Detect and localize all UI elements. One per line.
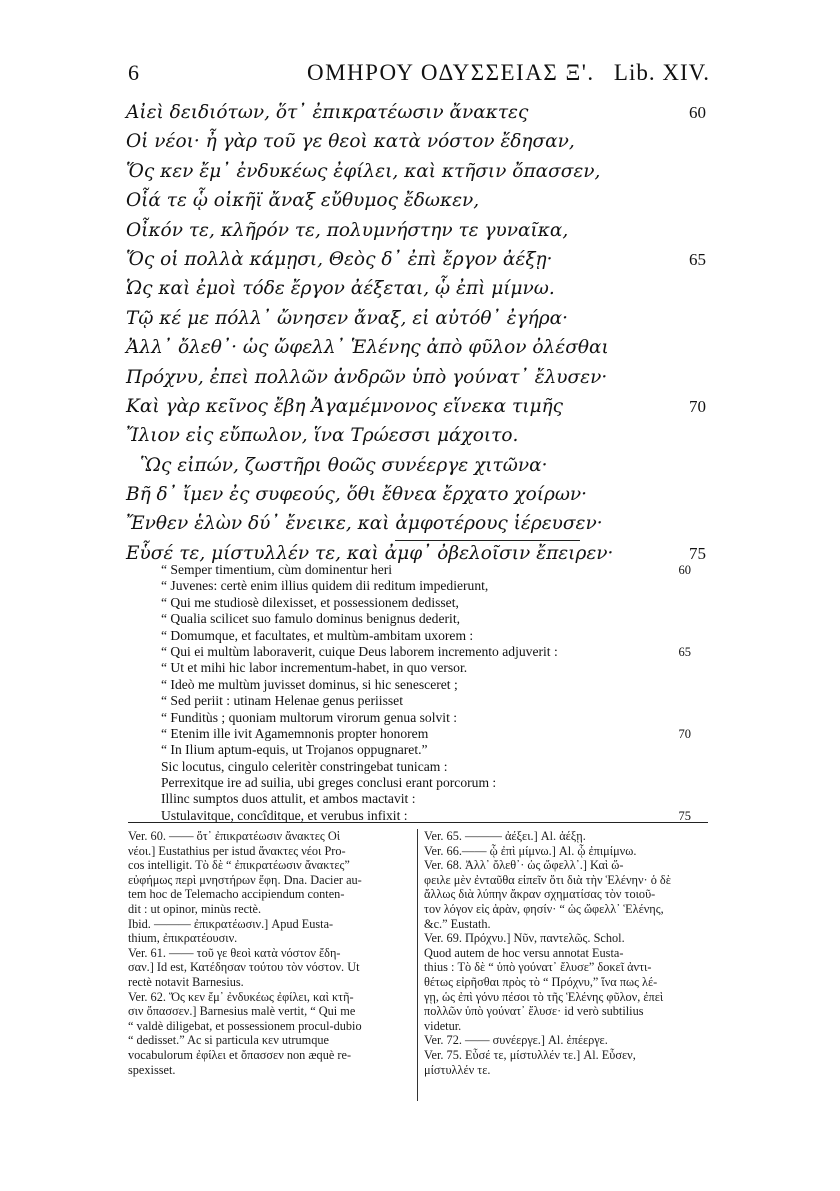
line-number: 60: [678, 563, 691, 577]
footnote-line: γῃ, ὡς ἐπὶ γόνυ πέσοι τὸ τῆς Ἑλένης φῦλον, ἐπεὶ: [424, 989, 664, 1004]
footnote-line: dit : ut opinor, minùs rectè.: [128, 901, 262, 916]
footnote-line: Ver. 68. Ἀλλ᾽ ὄλεθ᾽· ὡς ὤφελλ᾽.] Καὶ ὤ-: [424, 858, 624, 873]
greek-verse-line: [126, 127, 710, 156]
line-number: 65: [678, 644, 691, 659]
footnote-line: νέοι.] Eustathius per istud ἄνακτες νέοι Pro-: [128, 843, 346, 858]
line-number: 60: [689, 103, 706, 122]
footnote-line: spexisset.: [128, 1062, 176, 1077]
greek-verse-text: Εὗσέ τε, μίστυλλέν τε, καὶ ἀμφ᾽ ὀβελοῖσιν ἔπειρεν·: [126, 542, 614, 564]
footnote-line: cos intelligit. Τὸ δὲ “ ἐπικρατέωσιν ἄνακτες”: [128, 858, 350, 873]
footnote-line: Ver. 60. —— ὅτ᾽ ἐπικρατέωσιν ἄνακτες Οἱ: [128, 829, 341, 843]
latin-verse-text: “ Juvenes: certè enim illius quidem dii reditum impedierunt,: [161, 578, 489, 594]
footnote-line: &c.” Eustath.: [424, 916, 491, 931]
footnote: [128, 917, 413, 946]
latin-verse-line: [161, 710, 691, 726]
footnote-line: ἄλλως διὰ λύπην ἄκραν σχηματίσας τὸν τοιοῦ-: [424, 887, 656, 902]
footnote-line: μίστυλλέν τε.: [424, 1062, 491, 1077]
footnote-line: θέτως εἰρῆσθαι πρὸς τὸ “ Πρόχνυ,” ἵνα πως λέ-: [424, 974, 658, 989]
greek-verse-line: [126, 157, 710, 186]
footnotes-right-column: [424, 829, 709, 1077]
latin-verse-line: [161, 677, 691, 693]
latin-verse-line: [161, 611, 691, 627]
greek-verse-line: [126, 509, 710, 538]
greek-verse-block: [126, 98, 710, 568]
greek-verse-text: Ὣς εἰπών, ζωστῆρι θοῶς συνέεργε χιτῶνα·: [140, 454, 548, 476]
footnote: [128, 946, 413, 990]
latin-verse-text: “ Semper timentium, cùm dominentur heri: [161, 562, 393, 577]
greek-verse-text: Ἴλιον εἰς εὔπωλον, ἵνα Τρώεσσι μάχοιτο.: [126, 425, 519, 447]
footnote: [424, 1033, 709, 1048]
latin-verse-line: [161, 595, 691, 611]
greek-verse-line: [126, 421, 710, 450]
latin-verse-text: “ In Ilium aptum-equis, ut Trojanos oppugnaret.”: [161, 742, 428, 758]
latin-verse-text: Ustulavitque, concîditque, et verubus infixit :: [161, 807, 408, 823]
greek-verse-text: Αἰεὶ δειδιότων, ὅτ᾽ ἐπικρατέωσιν ἄνακτες: [126, 102, 529, 123]
footnote-line: σιν ὄπασσεν.] Barnesius malè vertit, “ Qui me: [128, 1004, 356, 1019]
greek-verse-line: [126, 216, 710, 245]
latin-verse-line: [161, 693, 691, 709]
latin-verse-text: “ Ut et mihi hic labor incrementum-habet, in quo versor.: [161, 660, 468, 676]
greek-verse-line: [126, 304, 710, 333]
footnote-line: πολλῶν ὑπὸ γούνατ᾽ ἔλυσε· id verò subtilius: [424, 1004, 644, 1019]
separator-rule: [395, 540, 580, 541]
footnote-line: Ibid. ——— ἐπικρατέωσιν.] Apud Eusta-: [128, 916, 334, 931]
greek-verse-text: Οἷά τε ᾧ οἰκῆϊ ἄναξ εὔθυμος ἔδωκεν,: [126, 190, 480, 212]
latin-verse-text: “ Etenim ille ivit Agamemnonis propter honorem: [161, 725, 429, 741]
latin-verse-text: “ Ideò me multùm juvisset dominus, si hic senesceret ;: [161, 676, 458, 692]
line-number: 75: [689, 543, 706, 563]
line-number: 70: [678, 726, 691, 741]
footnote-line: τον λόγον εἰς ἀρὰν, φησίν· “ ὡς ὤφελλ᾽ Ἑλένης,: [424, 901, 664, 916]
greek-verse-line: [126, 333, 710, 362]
footnote-line: vocabulorum ἐφίλει et ὄπασσεν non æquè re-: [128, 1047, 352, 1062]
latin-verse-text: “ Qui ei multùm laboraverit, cuique Deus laborem incremento adjuverit :: [161, 643, 558, 659]
footnote: [424, 858, 709, 931]
latin-verse-text: “ Domumque, et facultates, et multùm-ambitam uxorem :: [161, 627, 474, 643]
latin-verse-text: Perrexitque ire ad suilia, ubi greges conclusi erant porcorum :: [161, 775, 497, 791]
greek-verse-text: Καὶ γὰρ κεῖνος ἔβη Ἀγαμέμνονος εἵνεκα τιμῆς: [126, 395, 563, 417]
greek-verse-line: [126, 98, 710, 127]
footnote-line: φειλε μὲν ἐνταῦθα εἰπεῖν ὅτι διὰ τὴν Ἑλένην· ὁ δὲ: [424, 872, 671, 887]
footnote-line: “ dedisset.” Ac si particula κεν utrumque: [128, 1033, 329, 1048]
latin-verse-line: [161, 660, 691, 676]
footnote: [424, 829, 709, 844]
greek-verse-text: Τῷ κέ με πόλλ᾽ ὤνησεν ἄναξ, εἰ αὐτόθ᾽ ἐγήρα·: [126, 307, 568, 329]
latin-verse-line: [161, 578, 691, 594]
latin-verse-text: Illinc sumptos duos attulit, et ambos mactavit :: [161, 791, 416, 807]
footnote-line: “ valdè diligebat, et possessionem procul-dubio: [128, 1018, 362, 1033]
footnotes: [128, 829, 710, 1129]
latin-verse-line: [161, 562, 691, 578]
footnote-line: Ver. 72. —— συνέεργε.] Al. ἐπέεργε.: [424, 1033, 608, 1048]
line-number: 75: [678, 808, 691, 823]
footnote-line: σαν.] Id est, Κατέδησαν τούτου τὸν νόστον. Ut: [128, 960, 360, 975]
footnote-line: videtur.: [424, 1018, 462, 1033]
latin-verse-text: Sic locutus, cingulo celeritèr constringebat tunicam :: [161, 758, 448, 774]
latin-verse-line: [161, 742, 691, 758]
latin-verse-line: [161, 726, 691, 742]
greek-verse-text: Ἔνθεν ἑλὼν δύ᾽ ἔνεικε, καὶ ἀμφοτέρους ἱέρευσεν·: [126, 513, 603, 535]
footnote-line: Ver. 75. Εὗσέ τε, μίστυλλέν τε.] Al. Εὗσεν,: [424, 1047, 636, 1062]
latin-verse-text: “ Funditùs ; quoniam multorum virorum genua solvit :: [161, 709, 458, 725]
latin-verse-line: [161, 791, 691, 807]
greek-verse-text: Πρόχνυ, ἐπεὶ πολλῶν ἀνδρῶν ὑπὸ γούνατ᾽ ἔλυσεν·: [126, 366, 608, 388]
footnote-line: Ver. 69. Πρόχνυ.] Νῦν, παντελῶς. Schol.: [424, 931, 625, 946]
greek-verse-line: [126, 451, 710, 480]
latin-verse-text: “ Sed periit : utinam Helenae genus periisset: [161, 693, 403, 709]
greek-verse-text: Ὅς οἱ πολλὰ κάμῃσι, Θεὸς δ᾽ ἐπὶ ἔργον ἀέξῃ·: [126, 248, 553, 270]
footnote: [128, 829, 413, 917]
latin-verse-line: [161, 628, 691, 644]
greek-verse-line: [126, 274, 710, 303]
greek-verse-text: Ὡς καὶ ἐμοὶ τόδε ἔργον ἀέξεται, ᾧ ἐπὶ μίμνω.: [126, 278, 555, 300]
footnote-rule: [128, 822, 708, 823]
running-header: [122, 56, 710, 96]
greek-verse-text: Ἀλλ᾽ ὄλεθ᾽· ὡς ὤφελλ᾽ Ἑλένης ἀπὸ φῦλον ὀλέσθαι: [126, 337, 609, 359]
footnote-line: thium, ἐπικρατέουσιν.: [128, 931, 238, 946]
latin-verse-line: [161, 759, 691, 775]
line-number: 65: [689, 249, 706, 269]
footnotes-left-column: [128, 829, 413, 1077]
greek-verse-line: [126, 480, 710, 509]
greek-verse-text: Ὅς κεν ἔμ᾽ ἐνδυκέως ἐφίλει, καὶ κτῆσιν ὄπασσεν,: [126, 160, 601, 182]
footnote: [424, 1048, 709, 1077]
footnote-line: tem hoc de Telemacho accipiendum conten-: [128, 887, 345, 902]
greek-verse-text: Οἶκόν τε, κλῆρόν τε, πολυμνήστην τε γυναῖκα,: [126, 219, 569, 241]
column-divider: [417, 829, 418, 1101]
line-number: 70: [689, 396, 706, 416]
running-title: ΟΜΗΡΟΥ ΟΔΥΣΣΕΙΑΣ Ξ'.: [307, 60, 595, 85]
footnote: [424, 844, 709, 859]
latin-verse-line: [161, 644, 691, 660]
latin-verse-text: “ Qualia scilicet suo famulo dominus benignus dederit,: [161, 611, 460, 627]
greek-verse-text: Βῆ δ᾽ ἴμεν ἐς συφεούς, ὅθι ἔθνεα ἔρχατο χοίρων·: [126, 484, 588, 506]
page-number: 6: [128, 60, 139, 85]
footnote-line: Ver. 61. —— τοῦ γε θεοὶ κατὰ νόστον ἔδη-: [128, 945, 341, 960]
footnote-line: Ver. 65. ——— ἀέξει.] Al. ἀέξῃ.: [424, 829, 586, 843]
greek-verse-line: [126, 363, 710, 392]
greek-verse-line: [126, 186, 710, 215]
footnote-line: rectè notavit Barnesius.: [128, 974, 244, 989]
greek-verse-text: Οἱ νέοι· ἦ γὰρ τοῦ γε θεοὶ κατὰ νόστον ἔδησαν,: [126, 131, 575, 153]
latin-translation-block: [161, 562, 691, 824]
footnote-line: thius : Τὸ δὲ “ ὑπὸ γούνατ᾽ ἔλυσε” δοκεῖ ἀντι-: [424, 960, 652, 975]
greek-verse-line: [126, 392, 710, 421]
book-label: Lib. XIV.: [613, 60, 710, 85]
footnote: [128, 990, 413, 1078]
footnote-line: Ver. 62. Ὅς κεν ἔμ᾽ ἐνδυκέως ἐφίλει, καὶ κτῆ-: [128, 989, 354, 1004]
footnote-line: Ver. 66.—— ᾧ ἐπὶ μίμνω.] Al. ᾧ ἐπιμίμνω.: [424, 843, 637, 858]
footnote-line: εὐφήμως περὶ μνηστήρων ἔφη. Dna. Dacier au-: [128, 872, 362, 887]
latin-verse-line: [161, 775, 691, 791]
footnote-line: Quod autem de hoc versu annotat Eusta-: [424, 945, 624, 960]
footnote: [424, 931, 709, 1033]
greek-verse-line: [126, 245, 710, 274]
latin-verse-text: “ Qui me studiosè dilexisset, et possessionem dedisset,: [161, 594, 459, 610]
